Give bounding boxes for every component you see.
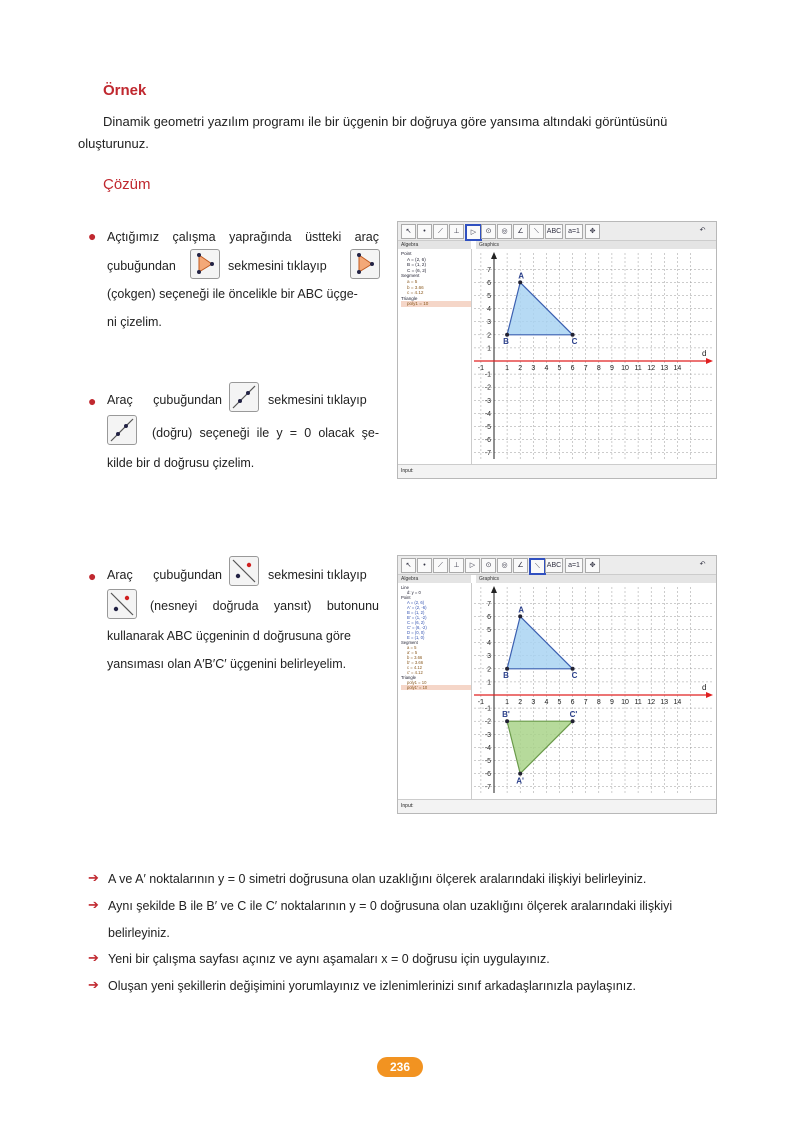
algebra-item[interactable]: B' = (1, -2) [407, 615, 427, 620]
point-label: C [571, 670, 578, 680]
x-tick-label: 14 [673, 365, 682, 372]
x-tick-label: 14 [673, 699, 682, 706]
y-tick-label: 1 [487, 679, 491, 687]
point-reflected [505, 719, 509, 723]
point-label: A [518, 271, 524, 281]
x-tick-label: 1 [505, 365, 510, 372]
x-tick-label: 3 [531, 365, 536, 372]
algebra-view [398, 583, 472, 799]
reflect-tool-icon[interactable] [229, 556, 259, 586]
angle-tool-icon[interactable]: ∠ [513, 558, 528, 573]
algebra-view [398, 249, 472, 464]
arrow-right-icon: ➔ [88, 870, 99, 885]
x-axis-arrow [706, 692, 713, 698]
step-1-line-4: ni çizelim. [107, 315, 162, 329]
polygon-tool-icon[interactable]: ▷ [465, 224, 482, 241]
algebra-item[interactable]: A = (2, 6) [407, 256, 426, 262]
point-label: B [503, 336, 509, 346]
algebra-item[interactable]: Triangle [401, 295, 418, 301]
algebra-item[interactable]: E = (1, 0) [407, 635, 425, 640]
line-tool-icon[interactable] [107, 415, 137, 445]
problem-line-1: Dinamik geometri yazılım programı ile bir üçgenin bir doğruya göre yansıma altındaki görüntüsünü [103, 114, 668, 129]
x-tick-label: 11 [634, 365, 642, 372]
slider-tool-icon[interactable]: a=1 [565, 224, 583, 239]
text-tool-icon[interactable]: ABC [545, 558, 563, 573]
algebra-item[interactable]: C = (6, 2) [407, 267, 427, 273]
y-tick-label: 2 [487, 666, 491, 674]
x-tick-label: 7 [583, 699, 588, 706]
y-tick-label: 5 [487, 293, 491, 300]
algebra-item[interactable]: c' = 4.12 [407, 670, 423, 675]
line-d-label: d [702, 683, 707, 692]
step-3-line-4: yansıması olan A′B′C′ üçgenini belirleyelim. [107, 657, 347, 671]
x-tick-label: 12 [647, 365, 656, 372]
point-tool-icon[interactable]: • [417, 558, 432, 573]
step-3-line-3: kullanarak ABC üçgeninin d doğrusuna göre [107, 629, 351, 643]
move-view-tool-icon[interactable]: ✥ [585, 558, 600, 573]
x-tick-label: 8 [596, 699, 601, 706]
arrow-right-icon: ➔ [88, 897, 99, 912]
input-bar[interactable]: Input: [398, 799, 716, 813]
y-tick-label: -5 [484, 424, 491, 431]
algebra-item[interactable]: c = 4.12 [407, 290, 424, 296]
angle-tool-icon[interactable]: ∠ [513, 224, 528, 239]
y-axis-arrow [491, 586, 497, 593]
x-tick-label: 7 [583, 365, 588, 372]
point-reflected [571, 719, 575, 723]
algebra-item[interactable]: Segment [401, 273, 420, 279]
toolbar [398, 222, 716, 241]
task-2-cont: belirleyiniz. [108, 926, 170, 940]
y-tick-label: 2 [487, 332, 491, 340]
graphics-view[interactable] [472, 249, 716, 464]
move-tool-icon[interactable]: ↖ [401, 224, 416, 239]
algebra-item[interactable]: c = 4.12 [407, 665, 423, 670]
algebra-item[interactable]: B = (1, 2) [407, 610, 425, 615]
algebra-item[interactable]: C' = (6, -2) [407, 625, 427, 630]
algebra-item[interactable]: Triangle [401, 675, 416, 680]
geometry-app-window-1 [397, 221, 717, 479]
step-2-line-1a: Araç çubuğundan [107, 393, 222, 407]
x-tick-label: -1 [477, 365, 485, 372]
move-view-tool-icon[interactable]: ✥ [585, 224, 600, 239]
y-tick-label: -2 [484, 718, 491, 726]
text-tool-icon[interactable]: ABC [545, 224, 563, 239]
heading: Örnek [103, 82, 147, 99]
y-tick-label: 3 [487, 653, 491, 661]
point-label: B [503, 670, 509, 680]
step-3-line-1b: sekmesini tıklayıp [268, 568, 367, 582]
algebra-item[interactable]: a = 5 [407, 645, 417, 650]
y-tick-label: -2 [484, 384, 491, 392]
circle-tool-icon[interactable]: ⊙ [481, 558, 496, 573]
x-tick-label: 13 [660, 699, 669, 706]
point-label: B' [502, 710, 510, 720]
y-tick-label: 3 [487, 319, 491, 327]
algebra-item[interactable]: poly1 = 10 [407, 680, 427, 685]
polygon-tool-icon[interactable] [350, 249, 380, 279]
undo-icon[interactable]: ↶ [699, 561, 706, 568]
algebra-item[interactable]: poly1 = 10 [401, 301, 471, 307]
step-2-line-3: kilde bir d doğrusu çizelim. [107, 456, 255, 470]
x-tick-label: 3 [531, 699, 536, 706]
x-tick-label: 6 [570, 699, 575, 706]
slider-tool-icon[interactable]: a=1 [565, 558, 583, 573]
x-tick-label: 6 [570, 365, 575, 372]
page-number: 236 [377, 1057, 423, 1077]
ellipse-tool-icon[interactable]: ◎ [497, 558, 512, 573]
arrow-right-icon: ➔ [88, 950, 99, 965]
x-tick-label: 1 [505, 699, 510, 706]
polygon-tool-icon[interactable]: ▷ [465, 558, 480, 573]
step-2-line-1b: sekmesini tıklayıp [268, 393, 367, 407]
graphics-header: Graphics [476, 241, 716, 249]
step-1-line-1: Açtığımız çalışma yaprağında üstteki araç [107, 230, 379, 244]
task-1: A ve A′ noktalarının y = 0 simetri doğrusuna olan uzaklığını ölçerek aralarındaki ilişkiyi belirleyiniz. [108, 872, 647, 886]
x-tick-label: 4 [544, 365, 549, 372]
reflect-tool-icon[interactable]: ⟍ [529, 558, 546, 575]
x-axis-arrow [706, 358, 713, 364]
bullet-icon: ● [88, 568, 97, 584]
y-axis-arrow [491, 252, 497, 259]
reflect-tool-icon[interactable]: ⟍ [529, 224, 544, 239]
y-tick-label: -6 [484, 437, 491, 445]
problem-line-2: oluşturunuz. [78, 136, 149, 151]
step-2-line-2: (doğru) seçeneği ile y = 0 olacak şe- [152, 426, 379, 440]
task-3: Yeni bir çalışma sayfası açınız ve aynı aşamaları x = 0 doğrusu için uygulayınız. [108, 952, 550, 966]
algebra-item[interactable]: B = (1, 2) [407, 262, 427, 268]
algebra-item[interactable]: D = (0, 0) [407, 630, 425, 635]
y-tick-label: -4 [484, 744, 491, 752]
algebra-item[interactable]: C = (6, 2) [407, 620, 425, 625]
step-3-line-2: (nesneyi doğruda yansıt) butonunu [150, 599, 379, 613]
input-bar[interactable]: Input: [398, 464, 716, 478]
line-tool-icon[interactable] [229, 382, 259, 412]
line-tool-icon[interactable]: ⟋ [433, 558, 448, 573]
step-3-line-1a: Araç çubuğundan [107, 568, 222, 582]
perpendicular-tool-icon[interactable]: ⊥ [449, 224, 464, 239]
x-tick-label: 9 [609, 365, 614, 372]
x-tick-label: 4 [544, 699, 549, 706]
algebra-item[interactable]: Point [401, 251, 412, 256]
y-tick-label: -4 [484, 410, 491, 418]
step-1-line-2b: sekmesini tıklayıp [228, 259, 327, 273]
x-tick-label: 10 [621, 699, 629, 706]
y-tick-label: 7 [487, 600, 491, 608]
toolbar [398, 556, 716, 575]
algebra-item[interactable]: b' = 3.66 [407, 660, 424, 665]
algebra-item[interactable]: Segment [401, 640, 418, 645]
y-tick-label: 4 [487, 640, 491, 648]
x-tick-label: 5 [557, 365, 562, 372]
x-tick-label: 8 [596, 365, 601, 372]
point-label: C' [569, 710, 578, 720]
x-tick-label: 12 [647, 699, 656, 706]
algebra-item[interactable]: poly1' = 10 [401, 685, 471, 690]
y-tick-label: 1 [487, 345, 491, 353]
x-tick-label: 2 [518, 365, 523, 372]
solution-heading: Çözüm [103, 176, 151, 193]
point-reflected [518, 772, 522, 776]
x-tick-label: 5 [557, 699, 562, 706]
circle-tool-icon[interactable]: ⊙ [481, 224, 496, 239]
y-tick-label: 6 [487, 279, 491, 287]
point-tool-icon[interactable]: • [417, 224, 432, 239]
arrow-right-icon: ➔ [88, 977, 99, 992]
algebra-item[interactable]: a = 5 [407, 278, 418, 284]
y-tick-label: -6 [484, 771, 491, 779]
y-tick-label: 5 [487, 627, 491, 634]
x-tick-label: 10 [621, 365, 629, 372]
x-tick-label: -1 [477, 699, 485, 706]
y-tick-label: 4 [487, 306, 491, 314]
line-tool-icon[interactable]: ⟋ [433, 224, 448, 239]
step-1-line-3: (çokgen) seçeneği ile öncelikle bir ABC üçge- [107, 287, 358, 301]
y-tick-label: 7 [487, 266, 491, 274]
reflect-tool-icon[interactable] [107, 589, 137, 619]
y-tick-label: -3 [484, 731, 491, 739]
algebra-item[interactable]: b = 3.66 [407, 284, 424, 290]
geometry-app-window-2 [397, 555, 717, 814]
algebra-item[interactable]: d: y = 0 [407, 590, 421, 595]
y-tick-label: -7 [484, 784, 491, 792]
algebra-item[interactable]: Line [401, 585, 409, 590]
algebra-item[interactable]: b = 3.66 [407, 655, 423, 660]
undo-icon[interactable]: ↶ [699, 227, 706, 234]
y-tick-label: -7 [484, 450, 491, 458]
task-2: Aynı şekilde B ile B′ ve C ile C′ noktalarının y = 0 doğrusuna olan uzaklığını ölçerek aralarındaki ilişkiyi [108, 899, 673, 913]
algebra-header: Algebra [398, 575, 471, 583]
y-tick-label: -3 [484, 397, 491, 405]
y-tick-label: -1 [484, 705, 491, 713]
y-tick-label: -5 [484, 758, 491, 765]
point-label: A [518, 605, 524, 615]
y-tick-label: 6 [487, 613, 491, 621]
graphics-header: Graphics [476, 575, 716, 583]
move-tool-icon[interactable]: ↖ [401, 558, 416, 573]
point-label: C [571, 336, 578, 346]
ellipse-tool-icon[interactable]: ◎ [497, 224, 512, 239]
algebra-item[interactable]: A' = (2, -6) [407, 605, 427, 610]
y-tick-label: -1 [484, 371, 491, 379]
x-tick-label: 11 [634, 699, 642, 706]
perpendicular-tool-icon[interactable]: ⊥ [449, 558, 464, 573]
polygon-tool-icon[interactable] [190, 249, 220, 279]
algebra-item[interactable]: A = (2, 6) [407, 600, 425, 605]
point-a [518, 614, 522, 618]
point-a [518, 280, 522, 284]
algebra-header: Algebra [398, 241, 471, 249]
bullet-icon: ● [88, 393, 97, 409]
x-tick-label: 9 [609, 699, 614, 706]
point-label: A' [516, 776, 524, 786]
algebra-item[interactable]: Point [401, 595, 411, 600]
line-d-label: d [702, 349, 707, 358]
task-4: Oluşan yeni şekillerin değişimini yorumlayınız ve izlenimlerinizi sınıf arkadaşlarınızla paylaşınız. [108, 979, 636, 993]
algebra-item[interactable]: a' = 5 [407, 650, 418, 655]
step-1-line-2a: çubuğundan [107, 259, 176, 273]
graphics-view[interactable] [472, 583, 716, 799]
x-tick-label: 13 [660, 365, 669, 372]
bullet-icon: ● [88, 228, 97, 244]
x-tick-label: 2 [518, 699, 523, 706]
